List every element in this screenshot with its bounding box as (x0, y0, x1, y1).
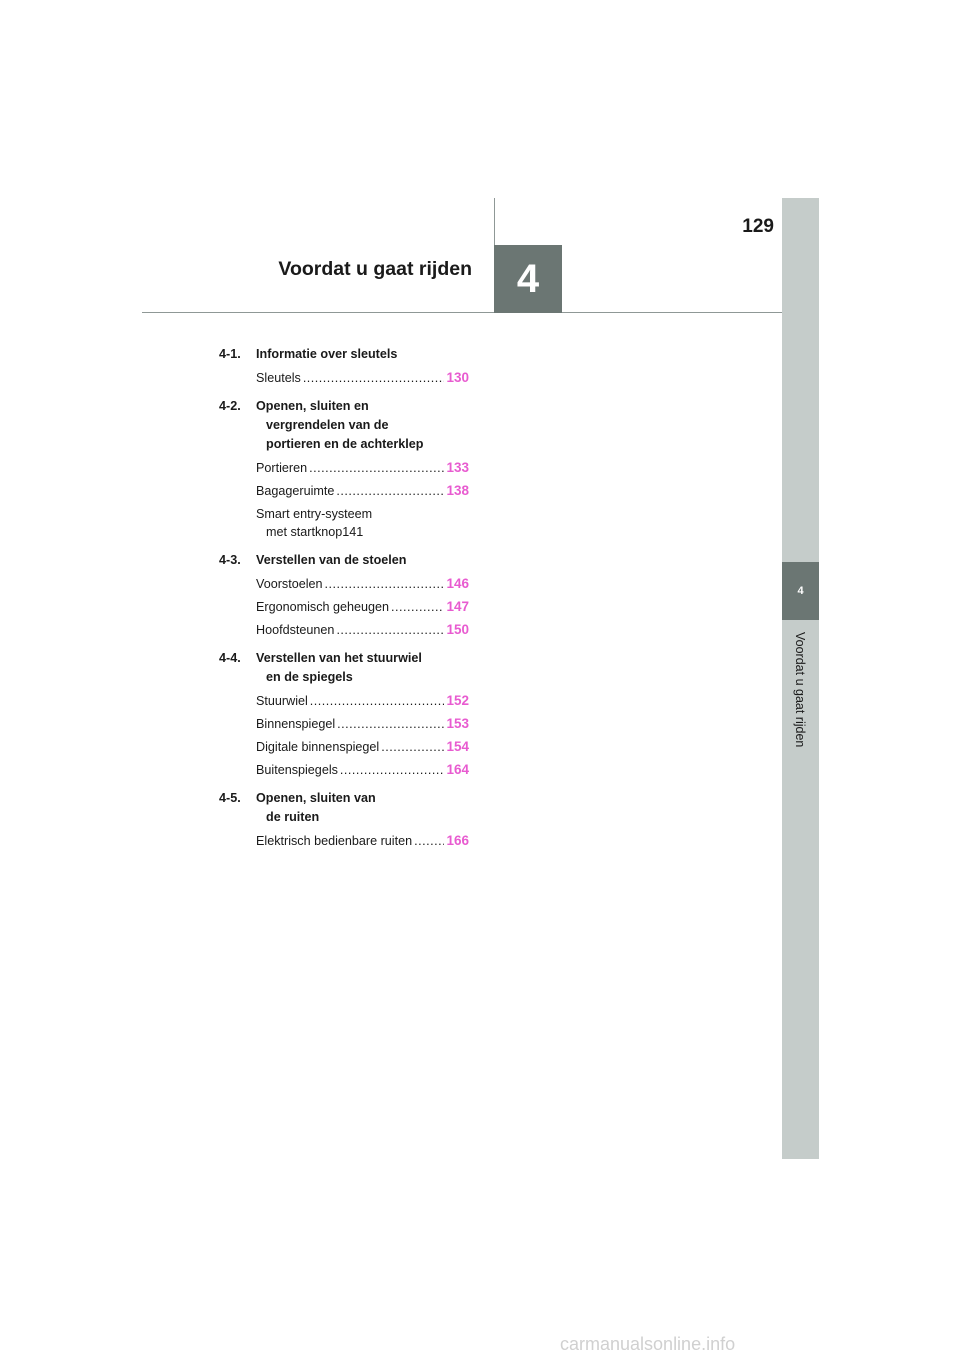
chapter-title: Voordat u gaat rijden (278, 258, 472, 280)
section-number: 4-1. (219, 347, 241, 361)
toc-entry[interactable] (256, 505, 469, 541)
entry-page-link[interactable]: 150 (446, 622, 469, 637)
toc-entry[interactable] (256, 459, 469, 477)
toc-entry[interactable] (256, 761, 469, 779)
section-title: Informatie over sleutels (256, 347, 398, 361)
entry-page-link[interactable]: 154 (446, 739, 469, 754)
toc-entry[interactable] (256, 692, 469, 710)
dot-leader (337, 715, 444, 733)
section-title-line: Verstellen van het stuurwiel (256, 651, 422, 665)
side-tab-label: Voordat u gaat rijden (793, 632, 807, 748)
entry-page-link[interactable]: 141 (342, 525, 364, 539)
dot-leader (414, 832, 444, 850)
toc-entry[interactable] (256, 369, 469, 387)
section-title (256, 649, 469, 687)
dot-leader (340, 761, 445, 779)
watermark: carmanualsonline.info (560, 1334, 736, 1354)
toc-entry[interactable] (256, 575, 469, 593)
entry-page-link[interactable]: 164 (446, 762, 469, 777)
entry-label: Stuurwiel (256, 694, 308, 708)
entry-label: Digitale binnenspiegel (256, 740, 380, 754)
section-title-line: Openen, sluiten van (256, 791, 376, 805)
dot-leader (303, 369, 445, 387)
dot-leader (310, 692, 445, 710)
dot-leader (336, 482, 444, 500)
section-title-line: portieren en de achterklep (266, 437, 424, 451)
entry-label: Smart entry-systeem (256, 507, 373, 521)
entry-label: Elektrisch bedienbare ruiten (256, 834, 413, 848)
toc-entry[interactable] (256, 738, 469, 756)
page-number: 129 (742, 216, 774, 237)
section-title: Verstellen van de stoelen (256, 553, 407, 567)
side-tab-number: 4 (782, 562, 819, 620)
header-horizontal-rule (142, 312, 782, 313)
dot-leader (381, 738, 444, 756)
toc-section-4-3 (219, 551, 469, 570)
toc-section-4-4 (219, 649, 469, 687)
section-title (256, 397, 469, 454)
section-title-line: en de spiegels (266, 670, 353, 684)
toc-entry[interactable] (256, 598, 469, 616)
section-number: 4-5. (219, 791, 241, 805)
section-number: 4-2. (219, 399, 241, 413)
toc-section-4-5 (219, 789, 469, 827)
entry-page-link[interactable]: 166 (446, 833, 469, 848)
entry-label: Portieren (256, 461, 308, 475)
section-title-line: de ruiten (266, 810, 320, 824)
entry-page-link[interactable]: 146 (446, 576, 469, 591)
header-vertical-rule (494, 198, 495, 245)
table-of-contents (219, 345, 469, 850)
entry-page-link[interactable]: 152 (446, 693, 469, 708)
entry-page-link[interactable]: 153 (446, 716, 469, 731)
entry-page-link[interactable]: 133 (446, 460, 469, 475)
toc-entry[interactable] (256, 621, 469, 639)
entry-page-link[interactable]: 147 (446, 599, 469, 614)
toc-entry[interactable] (256, 482, 469, 500)
section-title-line: vergrendelen van de (266, 418, 389, 432)
dot-leader (309, 459, 444, 477)
entry-label: Hoofdsteunen (256, 623, 335, 637)
entry-page-link[interactable]: 130 (446, 370, 469, 385)
section-title-line: Openen, sluiten en (256, 399, 369, 413)
entry-label: Voorstoelen (256, 577, 323, 591)
entry-label: Sleutels (256, 371, 301, 385)
dot-leader (325, 575, 445, 593)
entry-label: Binnenspiegel (256, 717, 336, 731)
chapter-number-box: 4 (494, 245, 562, 313)
toc-section-4-2 (219, 397, 469, 454)
section-title (256, 789, 469, 827)
dot-leader (336, 621, 444, 639)
toc-entry[interactable] (256, 832, 469, 850)
dot-leader (391, 598, 444, 616)
entry-label: Bagageruimte (256, 484, 335, 498)
entry-label: Ergonomisch geheugen (256, 600, 390, 614)
entry-label: Buitenspiegels (256, 763, 338, 777)
toc-section-4-1 (219, 345, 469, 364)
entry-row (256, 523, 469, 541)
entry-page-link[interactable]: 138 (446, 483, 469, 498)
toc-entry[interactable] (256, 715, 469, 733)
entry-label: met startknop (266, 525, 343, 539)
section-number: 4-4. (219, 651, 241, 665)
section-number: 4-3. (219, 553, 241, 567)
